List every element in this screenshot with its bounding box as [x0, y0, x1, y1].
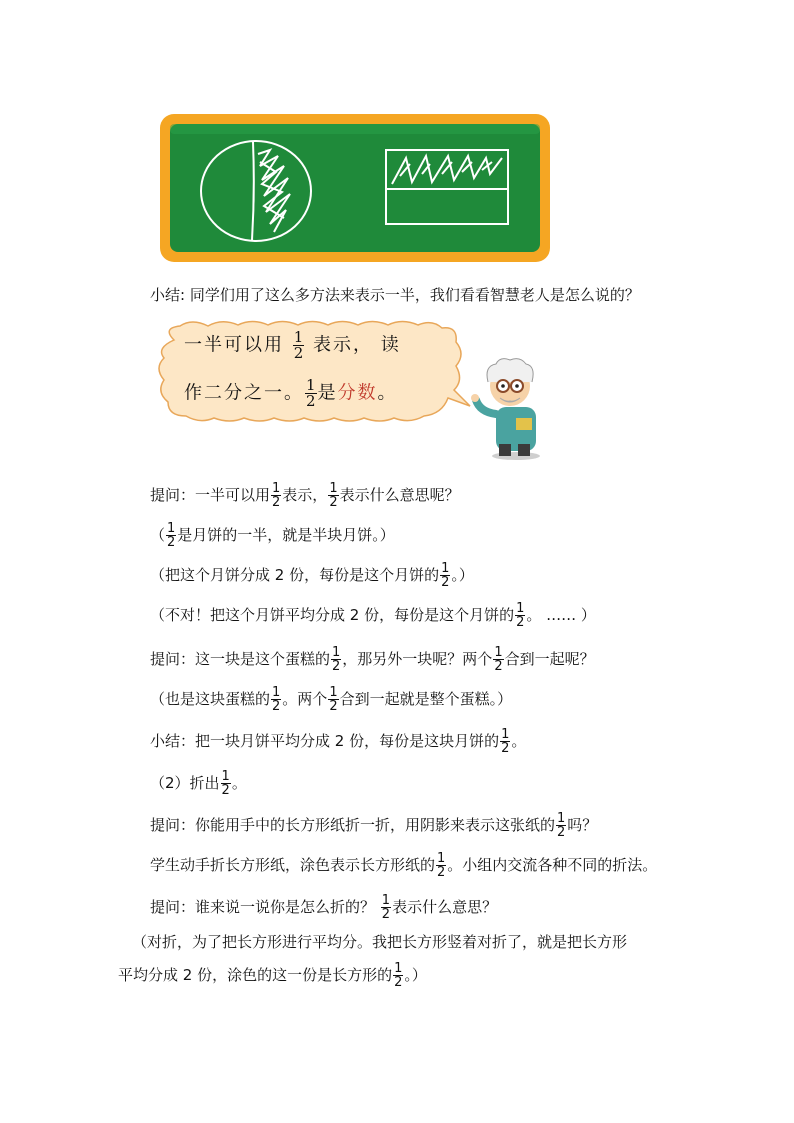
- fraction-one-half: $\frac{1}{2}$: [293, 328, 304, 362]
- fraction-one-half: $\frac{1}{2}$: [394, 961, 403, 990]
- fraction-one-half: $\frac{1}{2}$: [272, 481, 281, 510]
- bubble-line2-is: 是: [317, 382, 338, 404]
- answer-text: 。两个: [282, 690, 328, 708]
- fraction-one-half: $\frac{1}{2}$: [272, 685, 281, 714]
- question-text: 提问：一半可以用: [150, 486, 271, 504]
- fraction-one-half: $\frac{1}{2}$: [494, 645, 503, 674]
- question-text: 提问：你能用手中的长方形纸折一折，用阴影来表示这张纸的: [150, 816, 556, 834]
- bubble-line2-end: 。: [377, 382, 398, 404]
- question-text: 表示什么意思？: [392, 898, 498, 916]
- fraction-one-half: $\frac{1}{2}$: [381, 893, 391, 922]
- fraction-one-half: $\frac{1}{2}$: [329, 685, 338, 714]
- wise-old-man-illustration: [466, 352, 552, 462]
- answer-text: （不对！把这个月饼平均分成 2 份，每份是这个月饼的: [150, 606, 515, 624]
- speech-bubble: [152, 320, 482, 426]
- bubble-highlight-word: 分数: [337, 382, 378, 404]
- bubble-line2-start: 作二分之一。: [184, 382, 304, 404]
- step-heading: 。: [231, 774, 247, 792]
- summary-line: 小结: 同学们用了这么多方法来表示一半，我们看看智慧老人是怎么说的？: [150, 286, 640, 304]
- fraction-one-half: $\frac{1}{2}$: [441, 561, 450, 590]
- chalkboard-illustration: [160, 114, 550, 262]
- fraction-one-half: $\frac{1}{2}$: [516, 601, 525, 630]
- answer-text: （也是这块蛋糕的: [150, 690, 271, 708]
- answer-text: （: [150, 526, 166, 544]
- question-text: ，那另外一块呢？两个: [342, 650, 493, 668]
- summary-text: 小结：把一块月饼平均分成 2 份，每份是这块月饼的: [150, 732, 500, 750]
- bubble-line1-end: 表示， 读: [313, 334, 401, 356]
- answer-text: 。）: [404, 966, 427, 984]
- question-text: 合到一起呢？: [504, 650, 595, 668]
- activity-text: 。小组内交流各种不同的折法。: [447, 856, 658, 874]
- answer-text: 是月饼的一半，就是半块月饼。）: [177, 526, 395, 544]
- answer-text: （对折，为了把长方形进行平均分。我把长方形竖着对折了，就是把长方形: [132, 933, 628, 951]
- answer-text: 。）: [451, 566, 474, 584]
- question-text: 提问：这一块是这个蛋糕的: [150, 650, 331, 668]
- question-text: 提问：谁来说一说你是怎么折的？: [150, 898, 380, 916]
- answer-text: 。 …… ）: [526, 606, 596, 624]
- fraction-one-half: $\frac{1}{2}$: [332, 645, 341, 674]
- fraction-one-half: $\frac{1}{2}$: [221, 769, 230, 798]
- answer-text: （把这个月饼分成 2 份，每份是这个月饼的: [150, 566, 440, 584]
- fraction-one-half: $\frac{1}{2}$: [306, 376, 316, 410]
- question-text: 表示什么意思呢？: [339, 486, 460, 504]
- fraction-one-half: $\frac{1}{2}$: [437, 851, 446, 880]
- step-heading: （2）折出: [150, 774, 220, 792]
- activity-text: 学生动手折长方形纸，涂色表示长方形纸的: [150, 856, 436, 874]
- summary-text: 。: [511, 732, 527, 750]
- fraction-one-half: $\frac{1}{2}$: [501, 727, 510, 756]
- answer-text: 合到一起就是整个蛋糕。）: [339, 690, 513, 708]
- question-text: 表示，: [282, 486, 328, 504]
- fraction-one-half: $\frac{1}{2}$: [557, 811, 566, 840]
- question-text: 吗？: [567, 816, 598, 834]
- bubble-line1-start: 一半可以用: [184, 334, 284, 356]
- fraction-one-half: $\frac{1}{2}$: [329, 481, 338, 510]
- fraction-one-half: $\frac{1}{2}$: [167, 521, 176, 550]
- answer-text: 平均分成 2 份，涂色的这一份是长方形的: [118, 966, 393, 984]
